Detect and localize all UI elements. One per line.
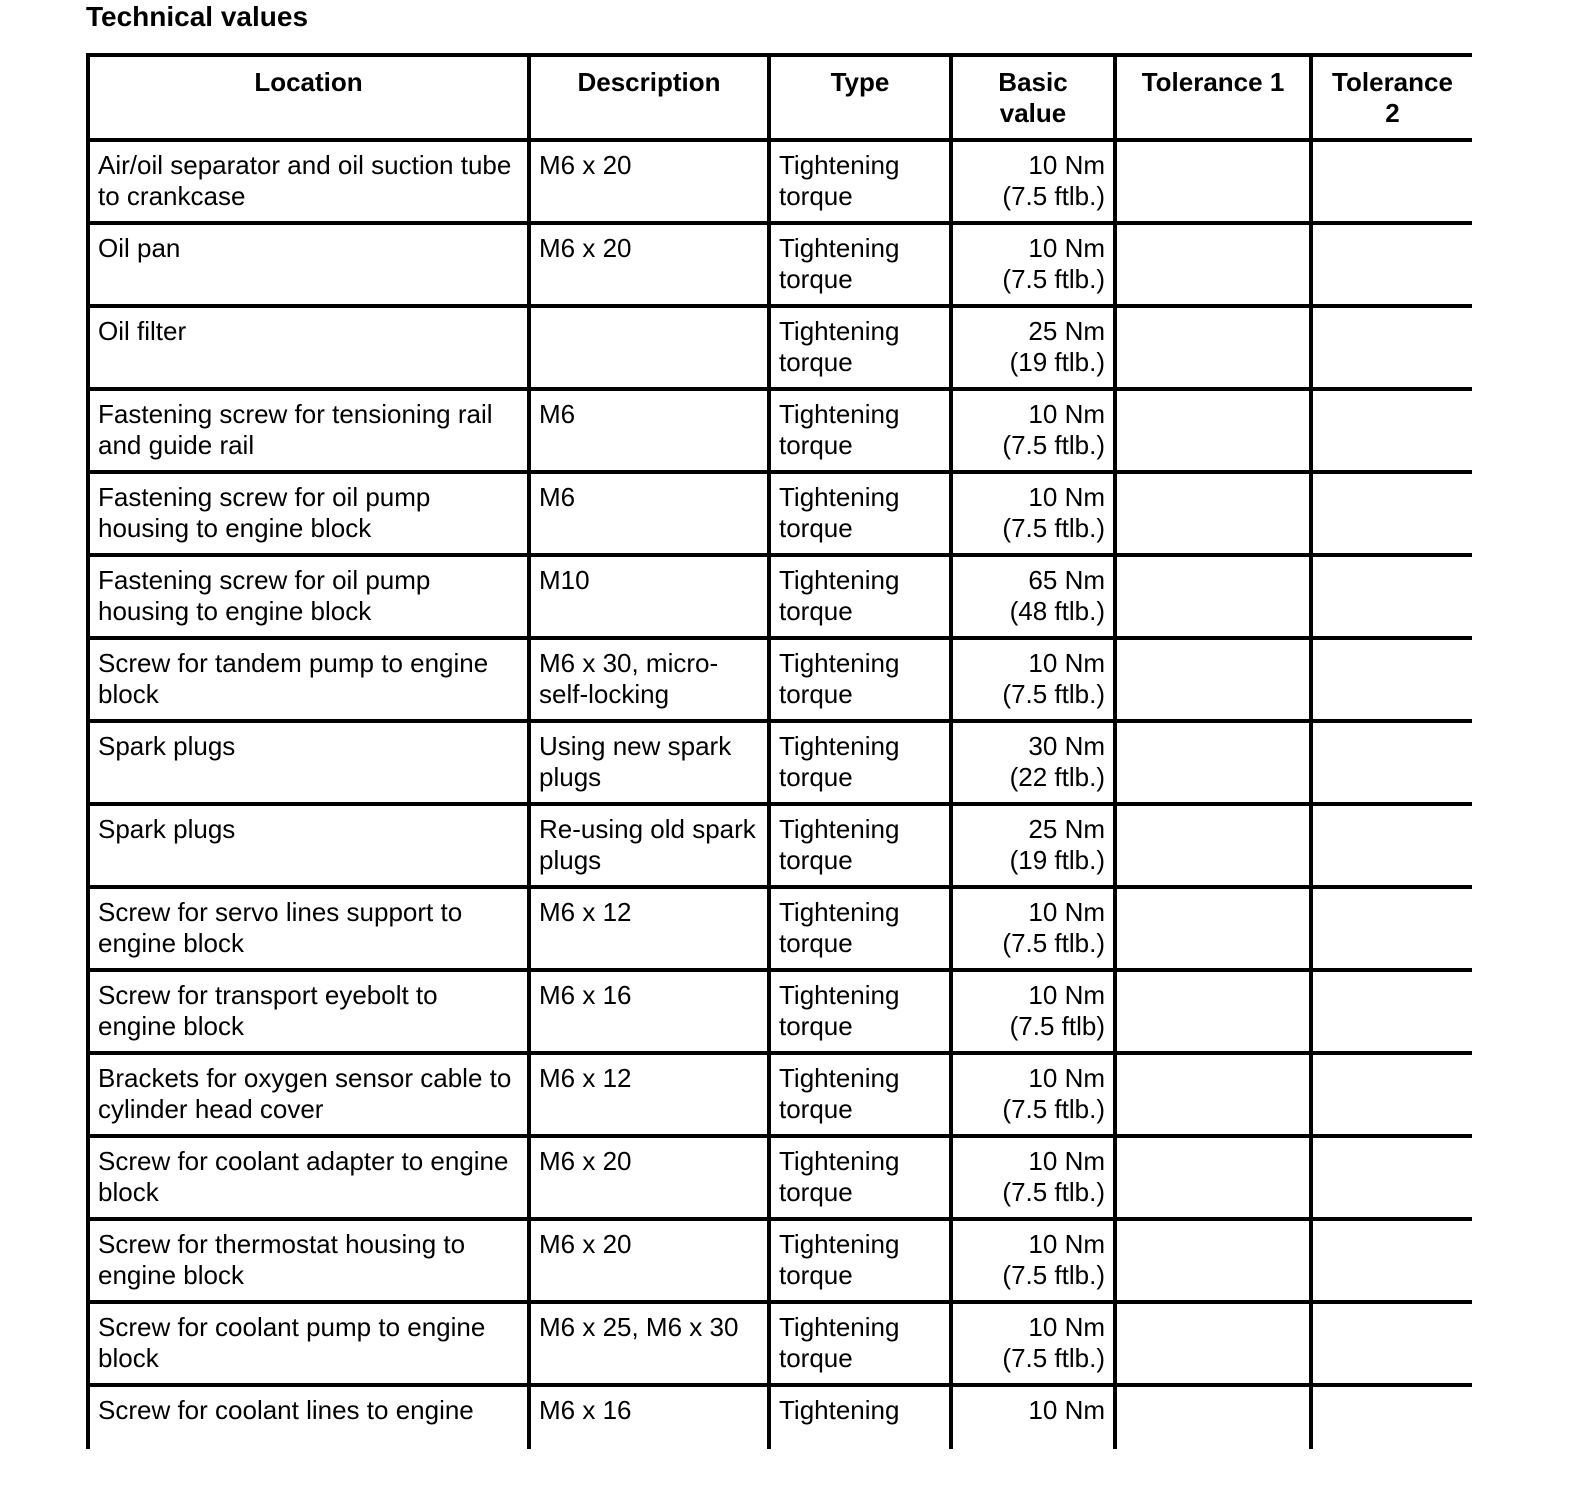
cell-basic-value: 10 Nm (7.5 ftlb.) [951, 1219, 1115, 1302]
table-row [88, 721, 1472, 804]
cell-tolerance-2 [1311, 1219, 1472, 1302]
cell-basic-value: 10 Nm (7.5 ftlb.) [951, 887, 1115, 970]
cell-tolerance-1 [1115, 721, 1311, 804]
table-row [88, 472, 1472, 555]
cell-basic-value: 10 Nm (7.5 ftlb.) [951, 1136, 1115, 1219]
cell-type: Tightening torque [769, 472, 951, 555]
table-body [88, 140, 1472, 1449]
table-row [88, 804, 1472, 887]
cell-basic-value: 10 Nm [951, 1385, 1115, 1449]
cell-description: M6 x 20 [529, 1136, 769, 1219]
cell-description: M6 x 20 [529, 140, 769, 223]
cell-description: M6 [529, 472, 769, 555]
cell-tolerance-2 [1311, 306, 1472, 389]
table-row [88, 140, 1472, 223]
cell-basic-value: 25 Nm (19 ftlb.) [951, 306, 1115, 389]
cell-tolerance-1 [1115, 223, 1311, 306]
cell-type: Tightening torque [769, 804, 951, 887]
cell-basic-value: 10 Nm (7.5 ftlb.) [951, 223, 1115, 306]
cell-description: Re-using old spark plugs [529, 804, 769, 887]
cell-location: Fastening screw for oil pump housing to engine block [88, 555, 529, 638]
cell-tolerance-2 [1311, 970, 1472, 1053]
cell-location: Fastening screw for oil pump housing to engine block [88, 472, 529, 555]
cell-location: Screw for coolant lines to engine [88, 1385, 529, 1449]
cell-location: Screw for servo lines support to engine block [88, 887, 529, 970]
column-header-basic-value: Basic value [951, 55, 1115, 140]
cell-basic-value: 10 Nm (7.5 ftlb.) [951, 1053, 1115, 1136]
table-row [88, 970, 1472, 1053]
column-header-description: Description [529, 55, 769, 140]
cell-location: Air/oil separator and oil suction tube to crankcase [88, 140, 529, 223]
cell-type: Tightening torque [769, 970, 951, 1053]
cell-tolerance-2 [1311, 1053, 1472, 1136]
table-row [88, 1385, 1472, 1449]
cell-location: Screw for thermostat housing to engine block [88, 1219, 529, 1302]
cell-tolerance-1 [1115, 1053, 1311, 1136]
cell-type: Tightening torque [769, 887, 951, 970]
cell-location: Oil pan [88, 223, 529, 306]
cell-type: Tightening torque [769, 721, 951, 804]
cell-location: Screw for tandem pump to engine block [88, 638, 529, 721]
cell-type: Tightening [769, 1385, 951, 1449]
cell-type: Tightening torque [769, 1053, 951, 1136]
cell-description: M10 [529, 555, 769, 638]
cell-location: Brackets for oxygen sensor cable to cylinder head cover [88, 1053, 529, 1136]
cell-description: M6 [529, 389, 769, 472]
table-row [88, 1053, 1472, 1136]
cell-basic-value: 10 Nm (7.5 ftlb.) [951, 389, 1115, 472]
cell-description: M6 x 20 [529, 223, 769, 306]
cell-location: Oil filter [88, 306, 529, 389]
cell-basic-value: 10 Nm (7.5 ftlb.) [951, 472, 1115, 555]
table-header-row [88, 55, 1472, 140]
column-header-location: Location [88, 55, 529, 140]
cell-basic-value: 10 Nm (7.5 ftlb.) [951, 1302, 1115, 1385]
table-row [88, 306, 1472, 389]
cell-location: Screw for coolant pump to engine block [88, 1302, 529, 1385]
cell-tolerance-2 [1311, 721, 1472, 804]
cell-type: Tightening torque [769, 1219, 951, 1302]
cell-tolerance-2 [1311, 638, 1472, 721]
table-row [88, 638, 1472, 721]
cell-location: Screw for transport eyebolt to engine block [88, 970, 529, 1053]
cell-type: Tightening torque [769, 306, 951, 389]
cell-tolerance-2 [1311, 1136, 1472, 1219]
table-row [88, 223, 1472, 306]
cell-description: Using new spark plugs [529, 721, 769, 804]
table-row [88, 887, 1472, 970]
cell-description [529, 306, 769, 389]
table-row [88, 555, 1472, 638]
cell-tolerance-2 [1311, 1302, 1472, 1385]
cell-description: M6 x 30, micro-self-locking [529, 638, 769, 721]
cell-type: Tightening torque [769, 1302, 951, 1385]
technical-values-table [86, 53, 1472, 1449]
cell-tolerance-2 [1311, 223, 1472, 306]
cell-tolerance-2 [1311, 389, 1472, 472]
cell-location: Spark plugs [88, 804, 529, 887]
cell-type: Tightening torque [769, 555, 951, 638]
cell-tolerance-1 [1115, 1302, 1311, 1385]
page-title: Technical values [86, 1, 309, 32]
column-header-tolerance-2: Tolerance 2 [1311, 55, 1472, 140]
cell-tolerance-2 [1311, 804, 1472, 887]
cell-tolerance-1 [1115, 970, 1311, 1053]
cell-basic-value: 65 Nm (48 ftlb.) [951, 555, 1115, 638]
cell-type: Tightening torque [769, 140, 951, 223]
cell-description: M6 x 25, M6 x 30 [529, 1302, 769, 1385]
cell-type: Tightening torque [769, 389, 951, 472]
cell-tolerance-2 [1311, 1385, 1472, 1449]
cell-tolerance-2 [1311, 140, 1472, 223]
cell-tolerance-1 [1115, 306, 1311, 389]
column-header-tolerance-1: Tolerance 1 [1115, 55, 1311, 140]
cell-tolerance-1 [1115, 1136, 1311, 1219]
cell-tolerance-1 [1115, 1385, 1311, 1449]
table-row [88, 389, 1472, 472]
cell-tolerance-2 [1311, 887, 1472, 970]
cell-tolerance-1 [1115, 389, 1311, 472]
cell-description: M6 x 16 [529, 970, 769, 1053]
cell-description: M6 x 12 [529, 887, 769, 970]
cell-tolerance-1 [1115, 1219, 1311, 1302]
table-row [88, 1219, 1472, 1302]
cell-basic-value: 10 Nm (7.5 ftlb) [951, 970, 1115, 1053]
cell-description: M6 x 16 [529, 1385, 769, 1449]
cell-type: Tightening torque [769, 223, 951, 306]
cell-tolerance-1 [1115, 140, 1311, 223]
cell-tolerance-1 [1115, 638, 1311, 721]
column-header-type: Type [769, 55, 951, 140]
cell-basic-value: 10 Nm (7.5 ftlb.) [951, 140, 1115, 223]
cell-tolerance-1 [1115, 804, 1311, 887]
cell-type: Tightening torque [769, 1136, 951, 1219]
cell-location: Spark plugs [88, 721, 529, 804]
cell-location: Fastening screw for tensioning rail and guide rail [88, 389, 529, 472]
cell-basic-value: 10 Nm (7.5 ftlb.) [951, 638, 1115, 721]
cell-basic-value: 30 Nm (22 ftlb.) [951, 721, 1115, 804]
cell-location: Screw for coolant adapter to engine block [88, 1136, 529, 1219]
cell-description: M6 x 12 [529, 1053, 769, 1136]
cell-tolerance-1 [1115, 887, 1311, 970]
table-row [88, 1302, 1472, 1385]
cell-description: M6 x 20 [529, 1219, 769, 1302]
cell-tolerance-1 [1115, 472, 1311, 555]
cell-basic-value: 25 Nm (19 ftlb.) [951, 804, 1115, 887]
cell-tolerance-2 [1311, 472, 1472, 555]
cell-tolerance-1 [1115, 555, 1311, 638]
cell-tolerance-2 [1311, 555, 1472, 638]
technical-values-table-wrapper [86, 53, 1472, 1449]
cell-type: Tightening torque [769, 638, 951, 721]
table-row [88, 1136, 1472, 1219]
